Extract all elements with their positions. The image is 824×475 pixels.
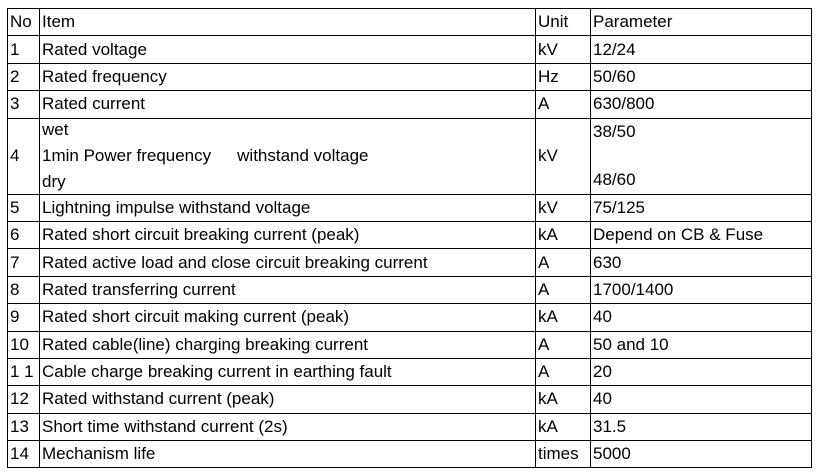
row-item: Cable charge breaking current in earthing fault xyxy=(40,358,536,385)
row-unit: kV xyxy=(536,194,591,221)
row-unit: A xyxy=(536,91,591,118)
row-unit: A xyxy=(536,276,591,303)
row-no: 14 xyxy=(8,441,40,468)
row-item-wet-label: wet xyxy=(42,120,69,140)
row-unit: kA xyxy=(536,386,591,413)
row-item: Rated current xyxy=(40,91,536,118)
table-row xyxy=(8,63,812,90)
table-row xyxy=(8,413,812,440)
row-parameter-dry: 48/60 xyxy=(593,170,636,190)
row-item-main-label xyxy=(42,146,533,166)
row-parameter: 5000 xyxy=(591,441,812,468)
table-row xyxy=(8,91,812,118)
row-parameter: 50 and 10 xyxy=(591,331,812,358)
table-header-row xyxy=(8,9,812,36)
row-parameter: 31.5 xyxy=(591,413,812,440)
row-no: 3 xyxy=(8,91,40,118)
row-no: 6 xyxy=(8,221,40,248)
table-row xyxy=(8,36,812,63)
row-parameter: 630/800 xyxy=(591,91,812,118)
row-no: 5 xyxy=(8,194,40,221)
row-item: Mechanism life xyxy=(40,441,536,468)
row-no: 1 xyxy=(8,36,40,63)
row-no: 2 xyxy=(8,63,40,90)
row-unit: kA xyxy=(536,304,591,331)
row-parameter: 75/125 xyxy=(591,194,812,221)
row-item: Rated withstand current (peak) xyxy=(40,386,536,413)
row-unit: A xyxy=(536,331,591,358)
row-item-main-text: 1min Power frequency xyxy=(42,146,212,166)
row-no: 13 xyxy=(8,413,40,440)
row-item: Short time withstand current (2s) xyxy=(40,413,536,440)
row-no: 12 xyxy=(8,386,40,413)
row-parameter: 1700/1400 xyxy=(591,276,812,303)
header-parameter: Parameter xyxy=(591,9,812,36)
row-no: 9 xyxy=(8,304,40,331)
row-unit: kV xyxy=(536,36,591,63)
row-parameter: 20 xyxy=(591,358,812,385)
table-row xyxy=(8,386,812,413)
row-unit: A xyxy=(536,249,591,276)
row-item: Rated short circuit making current (peak) xyxy=(40,304,536,331)
row-item: Rated transferring current xyxy=(40,276,536,303)
table-row xyxy=(8,118,812,194)
row-unit: kA xyxy=(536,221,591,248)
row-item: Lightning impulse withstand voltage xyxy=(40,194,536,221)
table-row xyxy=(8,358,812,385)
row-item: Rated frequency xyxy=(40,63,536,90)
row-unit: times xyxy=(536,441,591,468)
table-row xyxy=(8,221,812,248)
row-item: Rated cable(line) charging breaking current xyxy=(40,331,536,358)
row-parameter: 50/60 xyxy=(591,63,812,90)
row-parameter xyxy=(591,118,812,194)
row-item-main-suffix: withstand voltage xyxy=(237,146,369,166)
row-no: 4 xyxy=(8,118,40,194)
row-parameter: 40 xyxy=(591,386,812,413)
row-unit: Hz xyxy=(536,63,591,90)
header-unit: Unit xyxy=(536,9,591,36)
row-no: 7 xyxy=(8,249,40,276)
row-no: 10 xyxy=(8,331,40,358)
row-no: 8 xyxy=(8,276,40,303)
spec-table xyxy=(7,8,812,468)
table-row xyxy=(8,249,812,276)
row-parameter-wet: 38/50 xyxy=(593,122,636,142)
table-row xyxy=(8,194,812,221)
table-row xyxy=(8,441,812,468)
table-row xyxy=(8,331,812,358)
spec-table-container xyxy=(7,8,812,468)
row-unit: kV xyxy=(536,118,591,194)
table-row xyxy=(8,304,812,331)
row-item xyxy=(40,118,536,194)
row-item: Rated short circuit breaking current (peak) xyxy=(40,221,536,248)
header-no: No xyxy=(8,9,40,36)
row-parameter: Depend on CB & Fuse xyxy=(591,221,812,248)
row-unit: A xyxy=(536,358,591,385)
row-parameter: 12/24 xyxy=(591,36,812,63)
row-unit: kA xyxy=(536,413,591,440)
row-item-dry-label: dry xyxy=(42,172,66,192)
table-row xyxy=(8,276,812,303)
row-item: Rated voltage xyxy=(40,36,536,63)
row-parameter: 630 xyxy=(591,249,812,276)
row-no: 1 1 xyxy=(8,358,40,385)
header-item: Item xyxy=(40,9,536,36)
row-item: Rated active load and close circuit breaking current xyxy=(40,249,536,276)
row-parameter: 40 xyxy=(591,304,812,331)
